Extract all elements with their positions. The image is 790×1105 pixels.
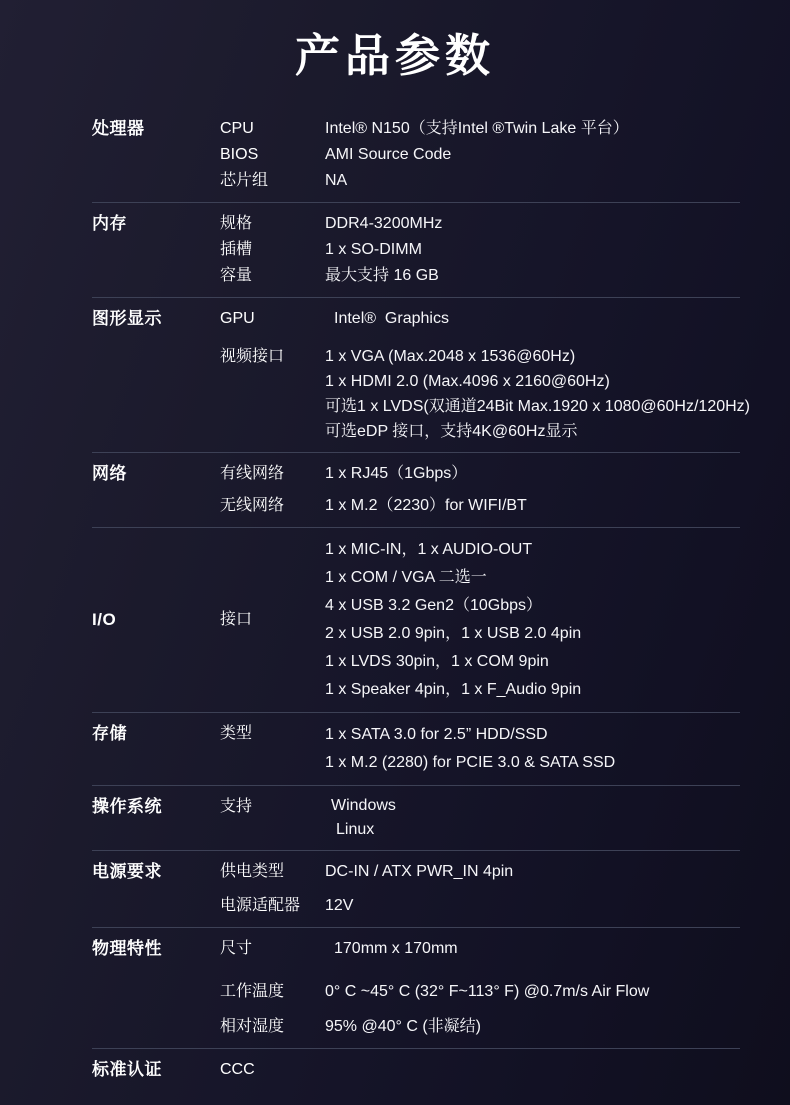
- spec-value: Linux: [336, 821, 375, 838]
- spec-values: [325, 142, 740, 168]
- spec-values: [325, 536, 740, 704]
- category-label: 网络: [92, 464, 127, 483]
- spec-rows: [220, 461, 740, 519]
- spec-rows: [220, 211, 740, 289]
- spec-row: [220, 493, 740, 519]
- spec-row: [220, 794, 740, 842]
- spec-value: AMI Source Code: [325, 146, 452, 163]
- spec-label: 无线网络: [220, 497, 285, 514]
- spec-rows: [220, 794, 740, 842]
- spec-value: Windows: [331, 797, 396, 814]
- spec-section: [92, 712, 740, 785]
- spec-values: [325, 859, 740, 885]
- spec-value: 可选eDP 接口，支持4K@60Hz显示: [325, 423, 578, 440]
- spec-label: 容量: [220, 267, 253, 284]
- spec-row: [220, 306, 740, 332]
- spec-rows: [220, 1057, 740, 1083]
- spec-rows: [220, 721, 740, 777]
- spec-values: [325, 794, 740, 842]
- spec-row: [220, 536, 740, 704]
- spec-row: [220, 936, 740, 962]
- spec-label: GPU: [220, 310, 255, 327]
- category-label: 内存: [92, 214, 127, 233]
- spec-row: [220, 263, 740, 289]
- spec-row: [220, 1057, 740, 1083]
- category-label: 电源要求: [92, 862, 162, 881]
- spec-value: DC-IN / ATX PWR_IN 4pin: [325, 863, 514, 880]
- spec-value: 1 x Speaker 4pin，1 x F_Audio 9pin: [325, 681, 582, 698]
- spec-label: 视频接口: [220, 348, 285, 365]
- spec-value: DDR4-3200MHz: [325, 215, 443, 232]
- spec-row: [220, 237, 740, 263]
- spec-section: [92, 202, 740, 297]
- spec-value: 1 x HDMI 2.0 (Max.4096 x 2160@60Hz): [325, 373, 610, 390]
- spec-values: [325, 936, 740, 962]
- spec-label: 插槽: [220, 241, 253, 258]
- spec-value: 170mm x 170mm: [334, 940, 458, 957]
- spec-label: 电源适配器: [220, 897, 301, 914]
- spec-value: 95% @40° C (非凝结): [325, 1018, 482, 1035]
- spec-section: [92, 108, 740, 202]
- spec-value: 1 x LVDS 30pin，1 x COM 9pin: [325, 653, 549, 670]
- spec-values: [325, 1014, 740, 1040]
- spec-row: [220, 344, 751, 444]
- spec-row: [220, 1014, 740, 1040]
- spec-values: [325, 263, 740, 289]
- spec-values: [325, 721, 740, 777]
- spec-values: [325, 211, 740, 237]
- spec-label: 规格: [220, 215, 253, 232]
- spec-row: [220, 859, 740, 885]
- spec-value: 1 x M.2 (2280) for PCIE 3.0 & SATA SSD: [325, 754, 616, 771]
- spec-value: 4 x USB 3.2 Gen2（10Gbps）: [325, 597, 543, 614]
- spec-label: 尺寸: [220, 940, 253, 957]
- spec-row: [220, 142, 740, 168]
- spec-value: Intel® N150（支持Intel ®Twin Lake 平台）: [325, 120, 629, 137]
- spec-values: [325, 116, 740, 142]
- spec-row: [220, 211, 740, 237]
- spec-value: 1 x VGA (Max.2048 x 1536@60Hz): [325, 348, 576, 365]
- spec-values: [325, 493, 740, 519]
- spec-row: [220, 168, 740, 194]
- spec-value: 2 x USB 2.0 9pin，1 x USB 2.0 4pin: [325, 625, 582, 642]
- category-label: 操作系统: [92, 797, 162, 816]
- spec-rows: [220, 859, 740, 919]
- category-label: 标准认证: [92, 1060, 162, 1079]
- spec-value: 1 x M.2（2230）for WIFI/BT: [325, 497, 527, 514]
- spec-rows: [220, 306, 751, 444]
- spec-row: [220, 893, 740, 919]
- spec-rows: [220, 936, 740, 1040]
- spec-section: [92, 297, 751, 452]
- spec-section: [92, 1048, 740, 1091]
- spec-value: 0° C ~45° C (32° F~113° F) @0.7m/s Air Flow: [325, 983, 650, 1000]
- page-title: 产品参数: [294, 30, 495, 81]
- spec-row: [220, 116, 740, 142]
- spec-values: [325, 893, 740, 919]
- spec-section: [92, 527, 740, 712]
- spec-values: [325, 979, 740, 1005]
- spec-value: 1 x SATA 3.0 for 2.5” HDD/SSD: [325, 726, 548, 743]
- category-label: 处理器: [92, 119, 145, 138]
- spec-label: BIOS: [220, 146, 259, 163]
- spec-value: 1 x COM / VGA 二选一: [325, 569, 487, 586]
- spec-values: [325, 168, 740, 194]
- spec-value: Intel® Graphics: [334, 310, 449, 327]
- spec-label: 支持: [220, 798, 253, 815]
- spec-value: 12V: [325, 897, 354, 914]
- spec-section: [92, 850, 740, 927]
- spec-values: [325, 461, 740, 487]
- spec-label: CCC: [220, 1061, 255, 1078]
- spec-section: [92, 785, 740, 850]
- spec-values: [325, 237, 740, 263]
- category-label: 物理特性: [92, 939, 162, 958]
- spec-row: [220, 721, 740, 777]
- spec-rows: [220, 536, 740, 704]
- spec-row: [220, 979, 740, 1005]
- spec-section: [92, 927, 740, 1048]
- spec-label: 芯片组: [220, 172, 269, 189]
- spec-value: 最大支持 16 GB: [325, 267, 439, 284]
- spec-section: [92, 452, 740, 527]
- spec-label: 相对湿度: [220, 1018, 285, 1035]
- spec-values: [325, 344, 751, 444]
- spec-value: 1 x RJ45（1Gbps）: [325, 465, 468, 482]
- category-label: 存储: [92, 724, 127, 743]
- spec-label: 供电类型: [220, 863, 285, 880]
- spec-rows: [220, 116, 740, 194]
- spec-label: 工作温度: [220, 983, 285, 1000]
- spec-value: 1 x SO-DIMM: [325, 241, 422, 258]
- spec-label: 类型: [220, 725, 253, 742]
- spec-row: [220, 461, 740, 487]
- spec-table: [92, 108, 751, 1091]
- spec-values: [325, 306, 740, 331]
- category-label: I/O: [92, 610, 117, 629]
- spec-value: 可选1 x LVDS(双通道24Bit Max.1920 x 1080@60Hz/120Hz): [325, 398, 751, 415]
- spec-label: 有线网络: [220, 465, 285, 482]
- spec-label: CPU: [220, 120, 254, 137]
- spec-value: 1 x MIC-IN，1 x AUDIO-OUT: [325, 541, 533, 558]
- category-label: 图形显示: [92, 309, 162, 328]
- spec-value: NA: [325, 172, 348, 189]
- spec-label: 接口: [220, 611, 253, 628]
